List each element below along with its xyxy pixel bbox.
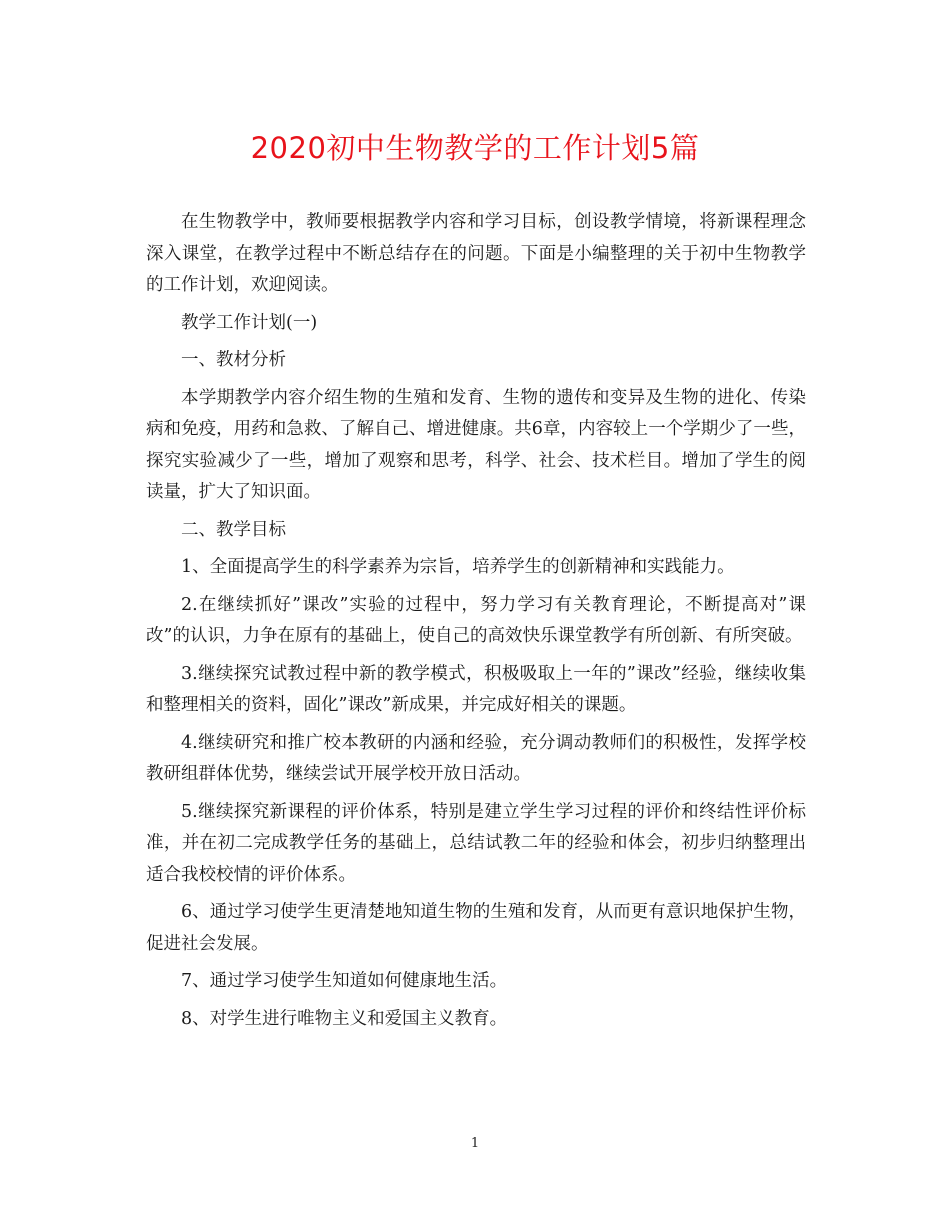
subsection-heading: 一、教材分析 xyxy=(181,350,286,370)
list-item: 1、全面提高学生的科学素养为宗旨，培养学生的创新精神和实践能力。 xyxy=(181,557,735,577)
list-item: 3.继续探究试教过程中新的教学模式，积极吸取上一年的”课改”经验，继续收集和整理相关的资料，固化”课改”新成果，并完成好相关的课题。 xyxy=(146,663,806,715)
list-item: 2.在继续抓好”课改”实验的过程中，努力学习有关教育理论，不断提高对”课改”的认识，力争在原有的基础上，使自己的高效快乐课堂教学有所创新、有所突破。 xyxy=(146,594,806,646)
section-heading: 教学工作计划(一) xyxy=(181,312,318,333)
subsection-heading: 二、教学目标 xyxy=(181,519,286,540)
list-item: 8、对学生进行唯物主义和爱国主义教育。 xyxy=(181,1008,508,1029)
list-item: 7、通过学习使学生知道如何健康地生活。 xyxy=(181,971,508,991)
page-number: 1 xyxy=(470,1136,480,1151)
intro-paragraph: 在生物教学中，教师要根据教学内容和学习目标，创设教学情境，将新课程理念深入课堂，在教学过程中不断总结存在的问题。下面是小编整理的关于初中生物教学的工作计划，欢迎阅读。 xyxy=(146,212,806,295)
list-item: 5.继续探究新课程的评价体系，特别是建立学生学习过程的评价和终结性评价标准，并在初二完成教学任务的基础上，总结试教二年的经验和体会，初步归纳整理出适合我校校情的评价体系。 xyxy=(146,801,806,885)
document-title: 2020初中生物教学的工作计划5篇 xyxy=(250,131,700,165)
document-body xyxy=(146,207,806,1041)
list-item: 4.继续研究和推广校本教研的内涵和经验，充分调动教师们的积极性，发挥学校教研组群体优势，继续尝试开展学校开放日活动。 xyxy=(146,732,806,784)
body-paragraph: 本学期教学内容介绍生物的生殖和发育、生物的遗传和变异及生物的进化、传染病和免疫，用药和急救、了解自己、增进健康。共6章，内容较上一个学期少了一些，探究实验减少了一些，增加了观察和思考，科学、社会、技术栏目。增加了学生的阅读量，扩大了知识面。 xyxy=(146,387,806,502)
list-item: 6、通过学习使学生更清楚地知道生物的生殖和发育，从而更有意识地保护生物，促进社会发展。 xyxy=(146,902,806,954)
